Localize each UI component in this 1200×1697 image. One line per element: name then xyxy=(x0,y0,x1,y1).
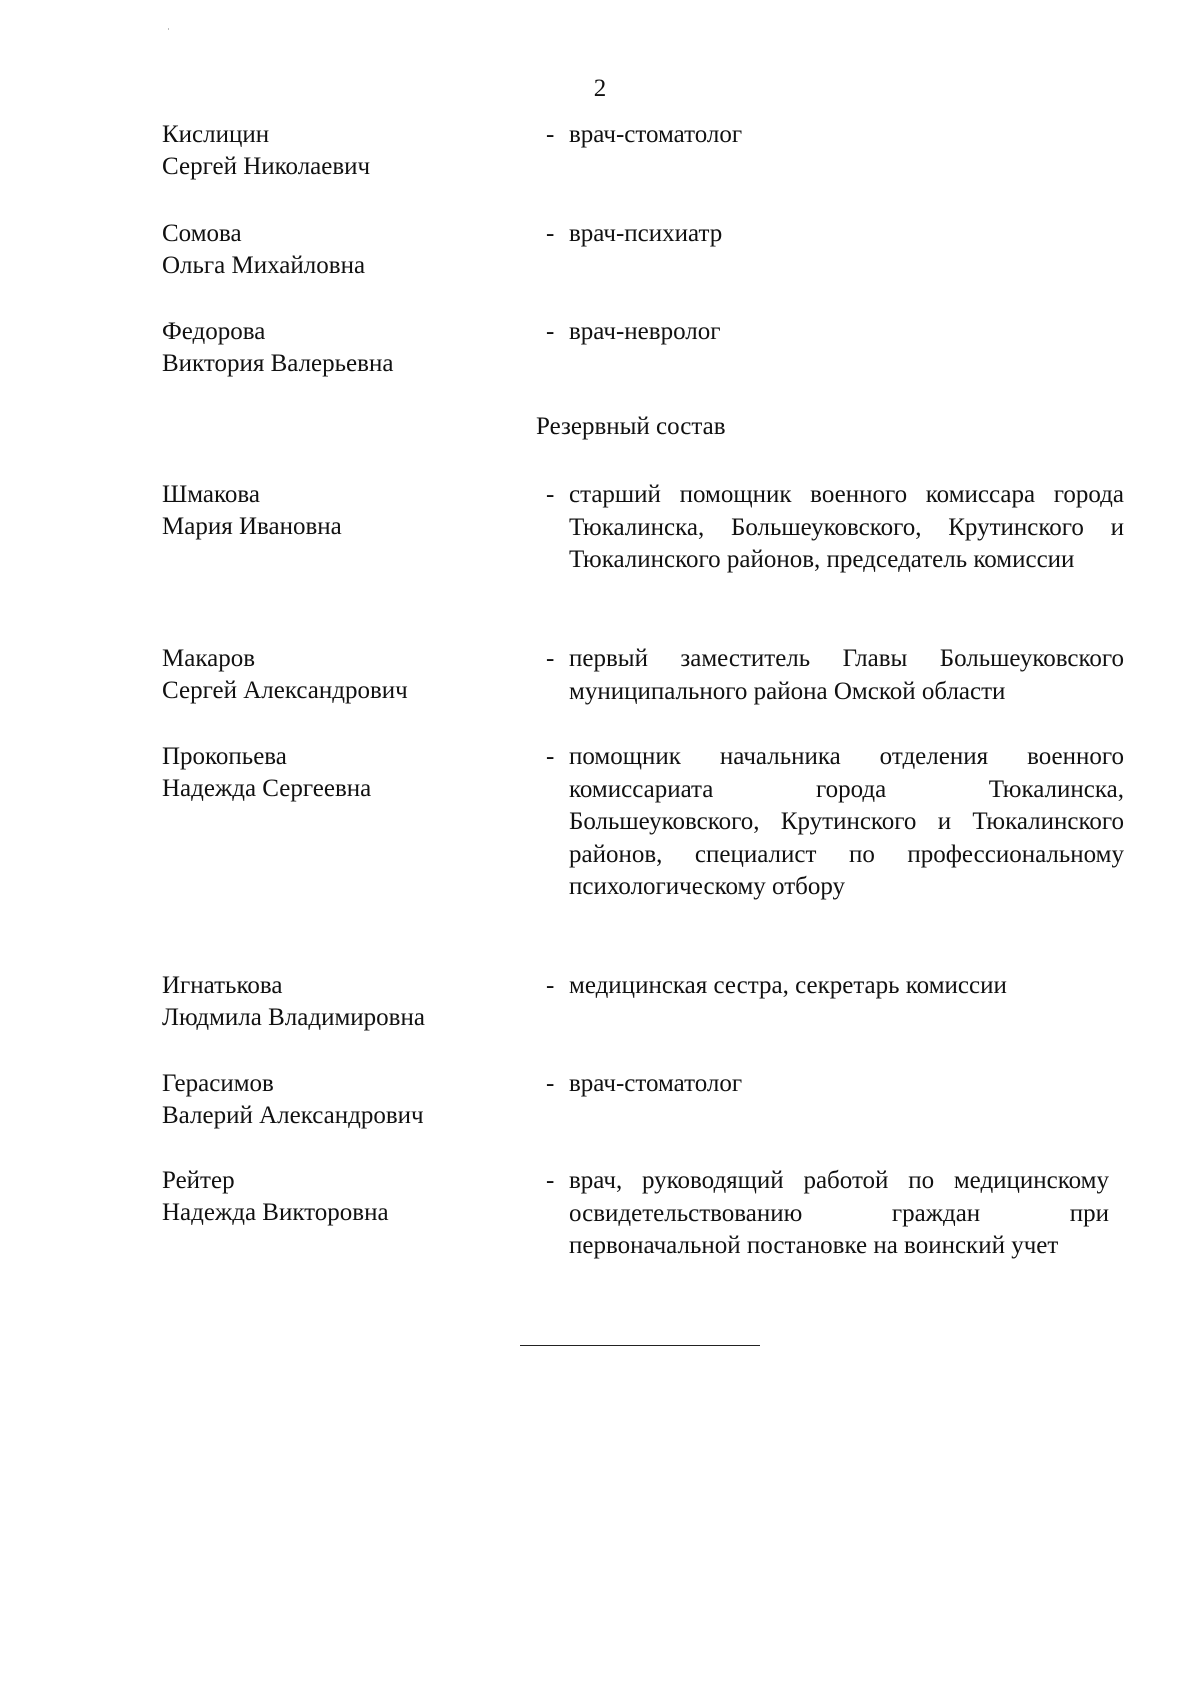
member-name xyxy=(162,643,522,707)
member-surname: Федорова xyxy=(162,318,266,345)
member-role: первый заместитель Главы Большеуковского муниципального района Омской области xyxy=(569,645,1124,705)
role-dash: - xyxy=(546,972,555,999)
member-role: помощник начальника отделения военного комиссариата города Тюкалинска, Большеуковского, Крутинского и Тюкалинского районов, специалист по профессиональному психологическому отбору xyxy=(569,743,1124,901)
member-given-names: Ольга Михайловна xyxy=(162,252,366,279)
member-role: врач, руководящий работой по медицинскому освидетельствованию граждан при первоначальной постановке на воинский учет xyxy=(569,1167,1109,1260)
scan-artifact xyxy=(168,28,169,30)
member-given-names: Людмила Владимировна xyxy=(162,1004,425,1031)
member-name xyxy=(162,1068,522,1132)
role-dash: - xyxy=(546,645,555,672)
member-given-names: Сергей Николаевич xyxy=(162,153,371,180)
member-name xyxy=(162,741,522,805)
member-surname: Прокопьева xyxy=(162,743,287,770)
member-surname: Шмакова xyxy=(162,481,260,508)
role-dash: - xyxy=(546,1070,555,1097)
member-surname: Рейтер xyxy=(162,1167,235,1194)
member-name xyxy=(162,218,522,282)
member-given-names: Надежда Викторовна xyxy=(162,1199,389,1226)
member-surname: Кислицин xyxy=(162,121,270,148)
member-surname: Сомова xyxy=(162,220,242,247)
member-role: старший помощник военного комиссара города Тюкалинска, Большеуковского, Крутинского и Тюкалинского районов, председатель комиссии xyxy=(569,481,1124,574)
member-given-names: Сергей Александрович xyxy=(162,677,408,704)
member-name xyxy=(162,119,522,183)
member-given-names: Мария Ивановна xyxy=(162,513,342,540)
role-dash: - xyxy=(546,1167,555,1194)
role-dash: - xyxy=(546,481,555,508)
member-name xyxy=(162,970,522,1034)
closing-rule-divider xyxy=(520,1345,760,1346)
member-name xyxy=(162,1165,522,1229)
reserve-section-title: Резервный состав xyxy=(536,413,726,440)
member-given-names: Валерий Александрович xyxy=(162,1102,424,1129)
member-surname: Игнатькова xyxy=(162,972,283,999)
member-role: врач-стоматолог xyxy=(569,121,743,148)
member-role: врач-психиатр xyxy=(569,220,723,247)
member-surname: Герасимов xyxy=(162,1070,274,1097)
member-role: медицинская сестра, секретарь комиссии xyxy=(569,972,1007,999)
role-dash: - xyxy=(546,318,555,345)
member-surname: Макаров xyxy=(162,645,255,672)
member-role: врач-невролог xyxy=(569,318,721,345)
page-number: 2 xyxy=(593,75,607,102)
member-role: врач-стоматолог xyxy=(569,1070,743,1097)
member-given-names: Виктория Валерьевна xyxy=(162,350,394,377)
member-name xyxy=(162,316,522,380)
member-name xyxy=(162,479,522,543)
role-dash: - xyxy=(546,121,555,148)
member-given-names: Надежда Сергеевна xyxy=(162,775,372,802)
role-dash: - xyxy=(546,220,555,247)
role-dash: - xyxy=(546,743,555,770)
